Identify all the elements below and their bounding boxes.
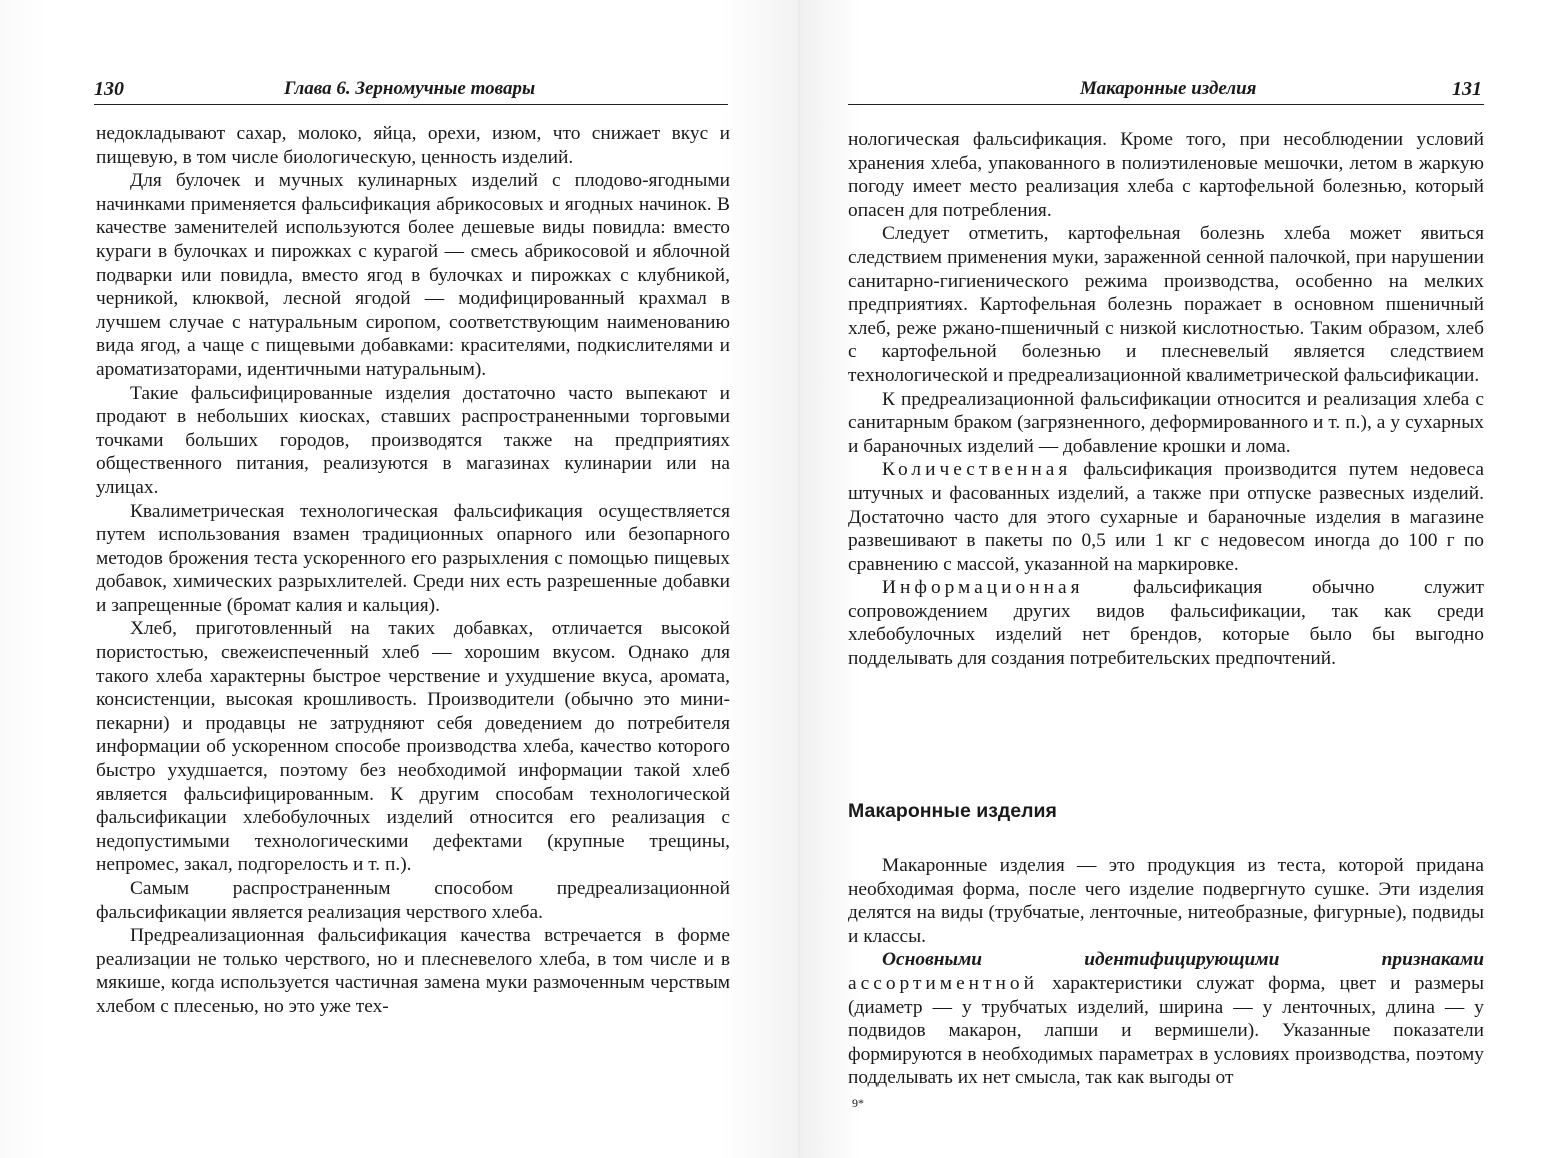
left-page-number: 130 — [94, 78, 124, 100]
section-body-text — [848, 854, 1484, 1090]
right-running-head: Макаронные изделия — [1080, 78, 1257, 99]
paragraph: Такие фальсифицированные изделия достаточно часто выпекают и продают в небольших киосках, ставших распространенными торговыми точками больших городов, производятся также на предприятиях общественного питания, реализуются в магазинах кулинарии или на улицах. — [96, 382, 730, 498]
paragraph: Самым распространенным способом предреализационной фальсификации является реализация черствого хлеба. — [96, 878, 730, 923]
paragraph-text: характеристики служат форма, цвет и размеры (диаметр — у трубчатых изделий, ширина — у ленточных, длина — у подвидов макарон, лапши и вермишели). Указанные показатели формируются в необходимых параметрах в условиях производства, поэтому подделывать их нет смысла, так как выгоды от — [848, 972, 1484, 1089]
right-body-text — [848, 128, 1484, 671]
left-body-text — [96, 122, 730, 1019]
paragraph-identifying — [848, 948, 1484, 1090]
signature-mark: 9* — [852, 1096, 864, 1110]
right-running-header — [848, 76, 1484, 105]
paragraph: нологическая фальсификация. Кроме того, при несоблюдении условий хранения хлеба, упакованного в полиэтиленовые мешочки, летом в жаркую погоду имеет место реализация хлеба с картофельной болезнью, который опасен для потребления. — [848, 129, 1484, 221]
paragraph-informational — [848, 576, 1484, 670]
paragraph: Для булочек и мучных кулинарных изделий с плодово-ягодными начинками применяется фальсификация абрикосовых и ягодных начинок. В качестве заменителей используются более дешевые виды повидла: вместо кураги в булочках и пирожках с курагой — смесь абрикосовой и яблочной подварки или повидла, вместо ягод в булочках и пирожках с клубникой, черникой, клюквой, лесной ягодой — модифицированный крахмал в лучшем случае с натуральным сиропом, соответствующим наименованию вида ягод, а чаще с пищевыми добавками: красителями, подкислителями и ароматизаторами, идентичными натуральным). — [96, 170, 730, 380]
paragraph-text: фальсификация производится путем недовеса штучных и фасованных изделий, а также при отпуске развесных изделий. Достаточно часто для этого сухарные и бараночные изделия в магазине развешивают в пакеты по 0,5 или 1 кг с недовесом иногда до 100 г по сравнению с массой, указанной на маркировке. — [848, 459, 1484, 575]
paragraph: Следует отметить, картофельная болезнь хлеба может явиться следствием применения муки, зараженной сенной палочкой, при нарушении санитарно-гигиенического режима производства, особенно на мелких предприятиях. Картофельная болезнь поражает в основном пшеничный хлеб, реже ржано-пшеничный с низкой кислотностью. Таким образом, хлеб с картофельной болезнью и плесневелый является следствием технологической и предреализационной квалиметрической фальсификации. — [848, 223, 1484, 386]
spaced-term: Информационная — [882, 577, 1084, 599]
right-page — [800, 0, 1564, 1158]
paragraph-quantitative — [848, 458, 1484, 576]
left-running-head: Глава 6. Зерномучные товары — [284, 78, 536, 99]
spaced-term: ассортиментной — [848, 972, 1038, 994]
emphasis-text: Основными идентифицирующими признаками — [882, 949, 1484, 971]
paragraph: Квалиметрическая технологическая фальсификация осуществляется путем использования взамен традиционных опарного или безопарного методов брожения теста ускоренного его разрыхления с помощью пищевых добавок, химических разрыхлителей. Среди них есть разрешенные добавки и запрещенные (бромат калия и кальция). — [96, 500, 730, 616]
left-running-header — [94, 76, 728, 105]
section-heading: Макаронные изделия — [848, 800, 1057, 822]
paragraph: недокладывают сахар, молоко, яйца, орехи, изюм, что снижает вкус и пищевую, в том числе биологическую, ценность изделий. — [96, 123, 730, 168]
spaced-term: Количественная — [882, 459, 1072, 481]
right-page-number: 131 — [1452, 78, 1482, 100]
paragraph: Макаронные изделия — это продукция из теста, которой придана необходимая форма, после чего изделие подвергнуто сушке. Эти изделия делятся на виды (трубчатые, ленточные, нитеобразные, фигурные), подвиды и классы. — [848, 855, 1484, 947]
paragraph: Хлеб, приготовленный на таких добавках, отличается высокой пористостью, свежеиспеченный хлеб — хорошим вкусом. Однако для такого хлеба характерны быстрое черствение и ухудшение вкуса, аромата, консистенции, высокая крошливость. Производители (обычно это мини-пекарни) и продавцы не затрудняют себя доведением до потребителя информации об ускоренном способе производства хлеба, качество которого быстро ухудшается, поэтому без необходимой информации такой хлеб является фальсифицированным. К другим способам технологической фальсификации хлебобулочных изделий относится его реализация с недопустимыми технологическими дефектами (крупные трещины, непромес, закал, подгорелость и т. п.). — [96, 618, 730, 876]
paragraph: Предреализационная фальсификация качества встречается в форме реализации не только черствого, но и плесневелого хлеба, в том числе и в мякише, когда используется частичная замена муки размоченным черствым хлебом с плесенью, но это уже тех- — [96, 925, 730, 1017]
paragraph-text: фальсификация обычно служит сопровождением других видов фальсификации, так как среди хлебобулочных изделий нет брендов, которые было бы выгодно подделывать для создания потребительских предпочтений. — [848, 577, 1484, 670]
paragraph: К предреализационной фальсификации относится и реализация хлеба с санитарным браком (загрязненного, деформированного и т. п.), а у сухарных и бараночных изделий — добавление крошки и лома. — [848, 388, 1484, 457]
